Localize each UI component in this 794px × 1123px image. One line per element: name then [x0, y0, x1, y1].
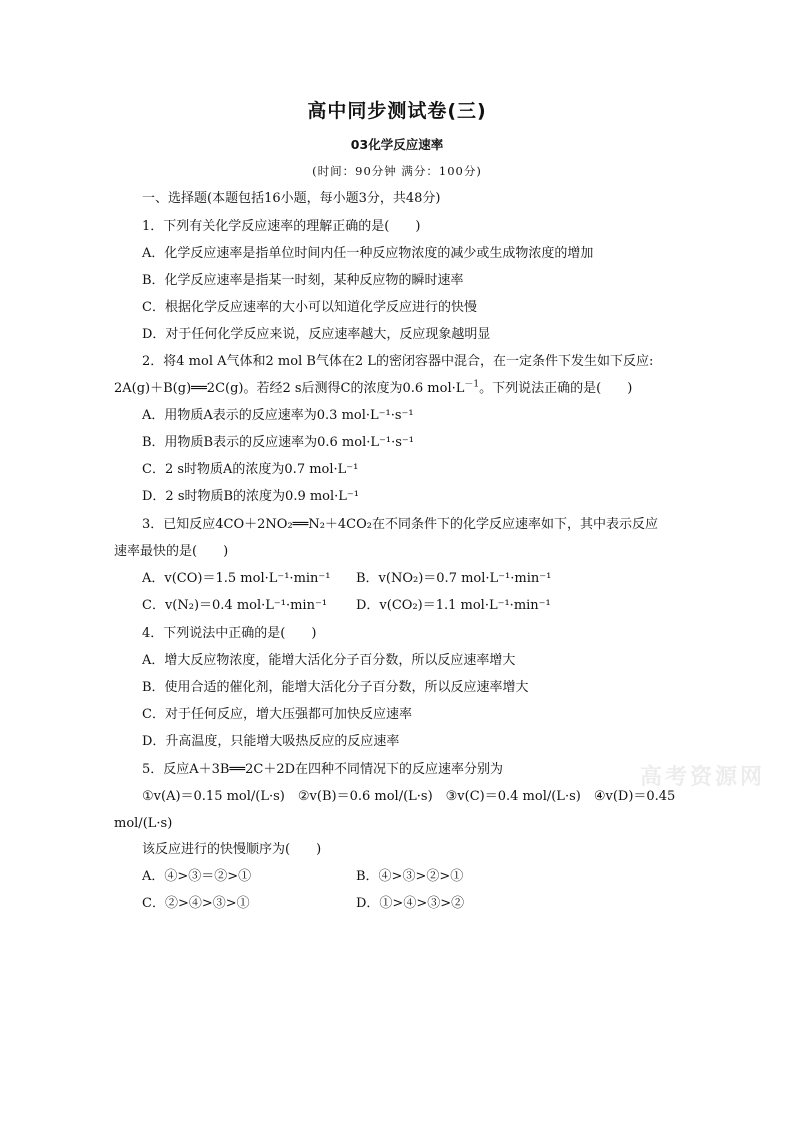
q2-option-d: D．2 s时物质B的浓度为0.9 mol·L⁻¹	[142, 489, 360, 504]
q5-option-a: A．④>③＝②>①	[142, 869, 252, 884]
q4-option-d: D．升高温度，只能增大吸热反应的反应速率	[142, 734, 400, 749]
q3-stem-line2: 速率最快的是( )	[114, 544, 229, 559]
q3-option-a: A．v(CO)＝1.5 mol·L⁻¹·min⁻¹	[142, 571, 331, 586]
q5-ask: 该反应进行的快慢顺序为( )	[142, 842, 322, 857]
q3-option-c: C．v(N₂)＝0.4 mol·L⁻¹·min⁻¹	[142, 598, 328, 613]
q2-stem-sup: －1	[464, 379, 480, 390]
q4-stem: 4．下列说法中正确的是( )	[142, 626, 317, 641]
q2-option-c: C．2 s时物质A的浓度为0.7 mol·L⁻¹	[142, 462, 359, 477]
q1-option-d: D．对于任何化学反应来说，反应速率越大，反应现象越明显	[142, 327, 491, 342]
q2-stem-line1: 2．将4 mol A气体和2 mol B气体在2 L的密闭容器中混合，在一定条件下发生如下反应:	[142, 354, 654, 369]
q5-option-d: D．①>④>③>②	[356, 896, 465, 911]
section-heading: 一、选择题(本题包括16小题，每小题3分，共48分)	[142, 191, 441, 206]
q1-option-a: A．化学反应速率是指单位时间内任一种反应物浓度的减少或生成物浓度的增加	[142, 246, 594, 261]
q2-option-a: A．用物质A表示的反应速率为0.3 mol·L⁻¹·s⁻¹	[142, 408, 414, 423]
q3-option-d: D．v(CO₂)＝1.1 mol·L⁻¹·min⁻¹	[356, 598, 551, 613]
q2-stem-line2	[114, 381, 632, 397]
watermark: 高考资源网	[640, 765, 766, 790]
page-subtitle: 03化学反应速率	[350, 137, 444, 152]
q4-option-b: B．使用合适的催化剂，能增大活化分子百分数，所以反应速率增大	[142, 680, 529, 695]
page-title: 高中同步测试卷(三)	[307, 100, 487, 122]
q5-rates-line1: ①v(A)＝0.15 mol/(L·s) ②v(B)＝0.6 mol/(L·s) ③v(C)＝0.4 mol/(L·s) ④v(D)＝0.45	[142, 789, 676, 804]
q2-stem-pre: 2A(g)＋B(g)══2C(g)。若经2 s后测得C的浓度为0.6 mol·L	[114, 381, 465, 396]
q5-rates-line2: mol/(L·s)	[114, 816, 173, 831]
q4-option-c: C．对于任何反应，增大压强都可加快反应速率	[142, 707, 412, 722]
q1-option-c: C．根据化学反应速率的大小可以知道化学反应进行的快慢	[142, 300, 477, 315]
time-info: (时间：90分钟 满分：100分)	[312, 164, 482, 178]
q2-stem-post: 。下列说法正确的是( )	[479, 381, 633, 396]
q4-option-a: A．增大反应物浓度，能增大活化分子百分数，所以反应速率增大	[142, 653, 516, 668]
q1-stem: 1．下列有关化学反应速率的理解正确的是( )	[142, 219, 421, 234]
q3-option-b: B．v(NO₂)＝0.7 mol·L⁻¹·min⁻¹	[356, 571, 552, 586]
q1-option-b: B．化学反应速率是指某一时刻，某种反应物的瞬时速率	[142, 273, 464, 288]
q5-stem: 5．反应A＋3B══2C＋2D在四种不同情况下的反应速率分别为	[142, 762, 504, 777]
q5-option-c: C．②>④>③>①	[142, 896, 250, 911]
q5-option-b: B．④>③>②>①	[356, 869, 464, 884]
q3-stem-line1: 3．已知反应4CO＋2NO₂══N₂＋4CO₂在不同条件下的化学反应速率如下，其中表示反应	[142, 517, 658, 532]
q2-option-b: B．用物质B表示的反应速率为0.6 mol·L⁻¹·s⁻¹	[142, 435, 414, 450]
